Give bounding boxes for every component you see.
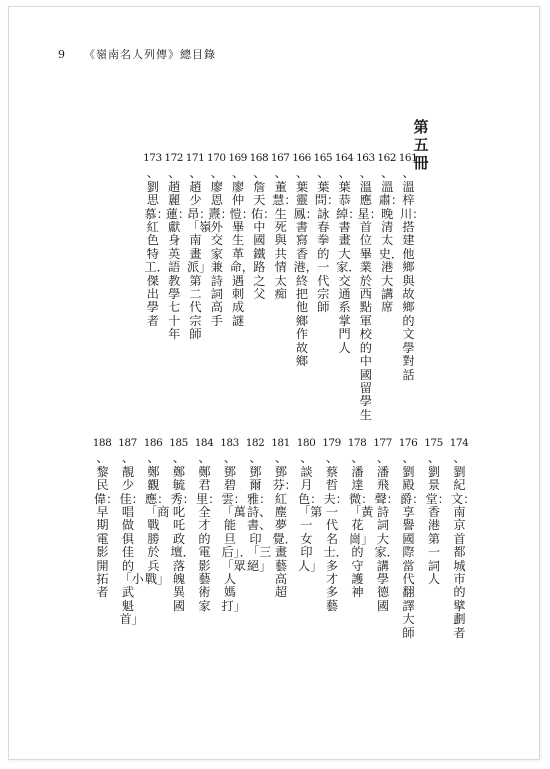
entry-text: 、董慧：生死與共情太痴 (272, 166, 297, 302)
entry-number: 169 (228, 152, 247, 164)
entry-number: 184 (194, 437, 214, 449)
toc-entry (169, 437, 195, 613)
entry-number: 174 (449, 437, 469, 449)
section-title: 第 五 冊 (413, 118, 429, 172)
entry-number: 163 (356, 152, 375, 164)
entry-text: 、廖仲愷：畢生革命，遇刺成謎 (229, 166, 254, 328)
entry-number: 177 (373, 437, 392, 449)
toc-entry (118, 437, 144, 627)
toc-entry (143, 152, 169, 328)
entry-text: 、談月色：「第一女印人」 (298, 451, 323, 573)
page-number: 9 (58, 48, 66, 61)
entry-text: 、溫梓川：搭建他鄉與故鄉的文學對話 (400, 166, 425, 382)
entry-number: 162 (377, 152, 396, 164)
toc-entry (322, 437, 348, 613)
entry-number: 173 (143, 152, 162, 164)
entry-number: 164 (334, 152, 354, 164)
entry-text: 、潘飛聲：詩詞大家．講學德國 (374, 451, 399, 613)
entry-text: 、劉紀文：南京首都城市的擘劃者 (451, 451, 476, 640)
toc-entry (270, 152, 297, 302)
entry-text: 、鄧芬：紅塵夢覺．畫藝高超 (272, 451, 297, 600)
entry-number: 168 (249, 152, 269, 164)
entry-number: 170 (207, 152, 226, 164)
entry-number: 187 (118, 437, 137, 449)
entry-text: 、趙麗蓮：獻身英語教學七十年 (165, 166, 191, 342)
toc-entry (92, 437, 119, 600)
entry-number: 172 (164, 152, 183, 164)
toc-entry (220, 437, 252, 613)
toc-entry (249, 152, 276, 302)
toc-entry (194, 437, 221, 613)
entry-text: 、鄭君里：全才的電影藝術家 (196, 451, 221, 613)
toc-entry (271, 437, 297, 600)
entry-number: 165 (313, 152, 333, 164)
entry-number: 171 (185, 152, 205, 164)
entry-number: 161 (398, 152, 418, 164)
entry-text: 、潘達微：「黃花崗」的守護神 (349, 451, 374, 600)
toc-entry (313, 152, 340, 315)
toc-entry (373, 437, 399, 613)
entry-number: 167 (270, 152, 290, 164)
toc-entry (449, 437, 476, 640)
entry-number: 180 (296, 437, 316, 449)
entry-text: 、鄭毓秀：叱吒政壇．落魄異國 (170, 451, 195, 613)
toc-entry (185, 152, 212, 342)
toc-entry (296, 437, 323, 573)
entry-text: 、劉殿爵：享譽國際當代翻譯大師 (400, 451, 425, 640)
header-title: 《嶺南名人列傳》總目錄 (84, 48, 216, 61)
entry-text: 、劉思慕：紅色特工．傑出學者 (144, 166, 169, 328)
entry-text: 、葉靈鳳：書寫香港，終把他鄉作故鄉 (293, 166, 318, 369)
entry-text: 、蔡哲夫：一代名士．多才多藝 (323, 451, 348, 613)
entry-text: 、劉景堂：香港第一詞人 (425, 451, 450, 587)
entry-text: 、詹天佑：中國鐵路之父 (250, 166, 276, 302)
toc-entry (398, 437, 425, 640)
entry-text: 、葉恭綽：書畫大家．交通系掌門人 (336, 166, 361, 355)
entry-text: 、鄭觀應：「商戰勝於兵戰」 (145, 451, 170, 587)
entry-number: 186 (143, 437, 163, 449)
toc-entry (398, 152, 425, 382)
entry-number: 166 (292, 152, 311, 164)
toc-entry (164, 152, 191, 342)
toc-entry (356, 152, 382, 422)
entry-text: 、黎民偉：早期電影開拓者 (94, 451, 119, 600)
entry-text: 、溫肅：晚清太史．港大講席 (378, 166, 404, 315)
entry-number: 181 (271, 437, 290, 449)
entry-number: 178 (347, 437, 367, 449)
entry-number: 175 (424, 437, 443, 449)
entry-text: 、趙少昂：「嶺南畫派」第二代宗師 (187, 166, 212, 342)
toc-entry (143, 437, 170, 587)
entry-number: 185 (169, 437, 188, 449)
entry-number: 176 (398, 437, 418, 449)
toc-entry (347, 437, 374, 600)
entry-number: 179 (322, 437, 341, 449)
entry-text: 、溫應星：首位畢業於西點軍校的中國留學生 (357, 166, 382, 422)
toc-entry (424, 437, 450, 587)
toc-entry (377, 152, 404, 315)
entry-number: 183 (220, 437, 239, 449)
toc-entry (207, 152, 233, 328)
entry-text: 、葉問：詠春拳的一代宗師 (314, 166, 340, 315)
entry-text: 、鄧爾雅：詩、書、印「三絕」 (247, 451, 272, 573)
entry-text: 、靚少佳：唱做俱佳的「小武魁首」 (119, 451, 144, 627)
entry-number: 182 (245, 437, 265, 449)
toc-entry (228, 152, 254, 328)
toc-entry (334, 152, 361, 355)
entry-text: 、廖恩燾：外交家兼詩詞高手 (208, 166, 233, 328)
toc-entry (292, 152, 318, 369)
entry-number: 188 (92, 437, 112, 449)
entry-text: 、鄧碧雲：「萬能旦后」．「眾人媽打」 (221, 451, 252, 613)
